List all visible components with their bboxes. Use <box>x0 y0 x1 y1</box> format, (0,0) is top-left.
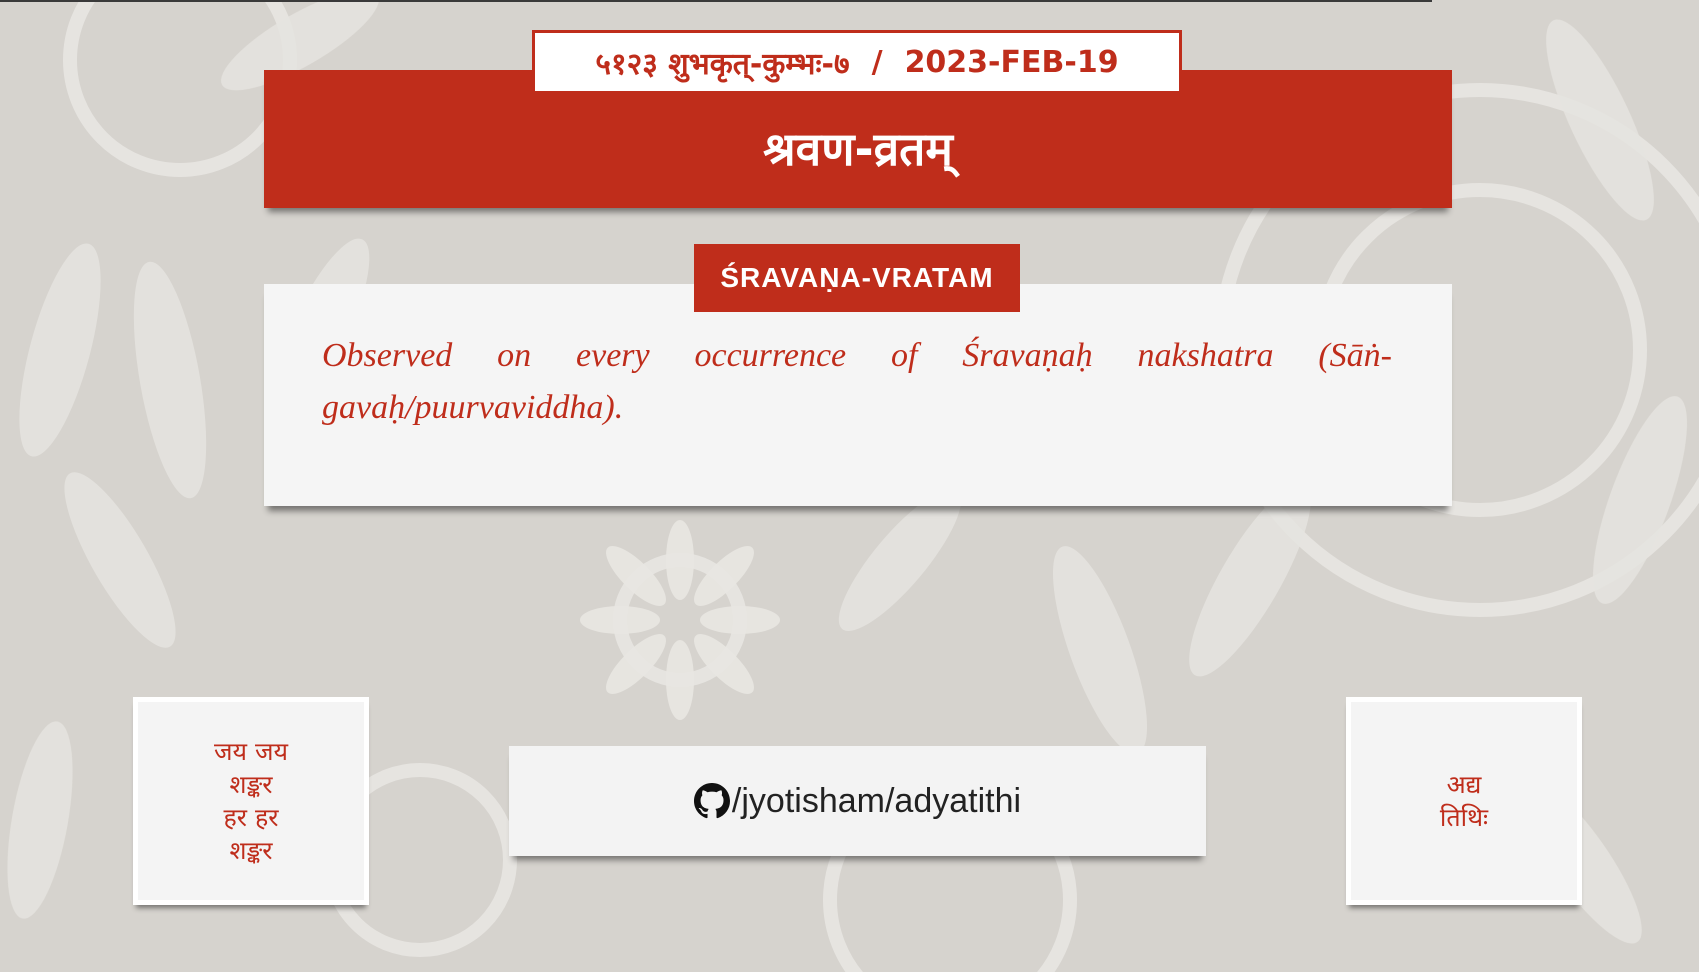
tithi-line: तिथिः <box>1439 803 1489 832</box>
vrata-name-tag: ŚRAVAṆA-VRATAM <box>694 244 1020 312</box>
github-link[interactable] <box>509 746 1206 856</box>
greeting-line: शङ्कर <box>229 836 273 865</box>
right-tithi-box <box>1346 697 1582 905</box>
gregorian-date: 2023-FEB-19 <box>904 44 1119 80</box>
samvat-date: ५१२३ शुभकृत्-कुम्भः-७ <box>595 46 850 82</box>
greeting-line: हर हर <box>223 803 279 832</box>
left-greeting-box <box>133 697 369 905</box>
vrata-description: Observed on every occurrence of Śravaṇaḥ nakshatra (Sāṅ-gavaḥ/puurvaviddha). <box>322 337 1392 426</box>
page-title: श्रवण-व्रतम् <box>763 122 953 176</box>
github-icon <box>694 783 730 819</box>
tithi-line: अद्य <box>1446 770 1482 799</box>
repo-path: /jyotisham/adyatithi <box>731 781 1022 820</box>
greeting-line: शङ्कर <box>229 770 273 799</box>
date-badge <box>532 30 1182 94</box>
date-separator: / <box>871 44 883 80</box>
top-border-line <box>0 0 1432 2</box>
greeting-line: जय जय <box>213 737 289 766</box>
